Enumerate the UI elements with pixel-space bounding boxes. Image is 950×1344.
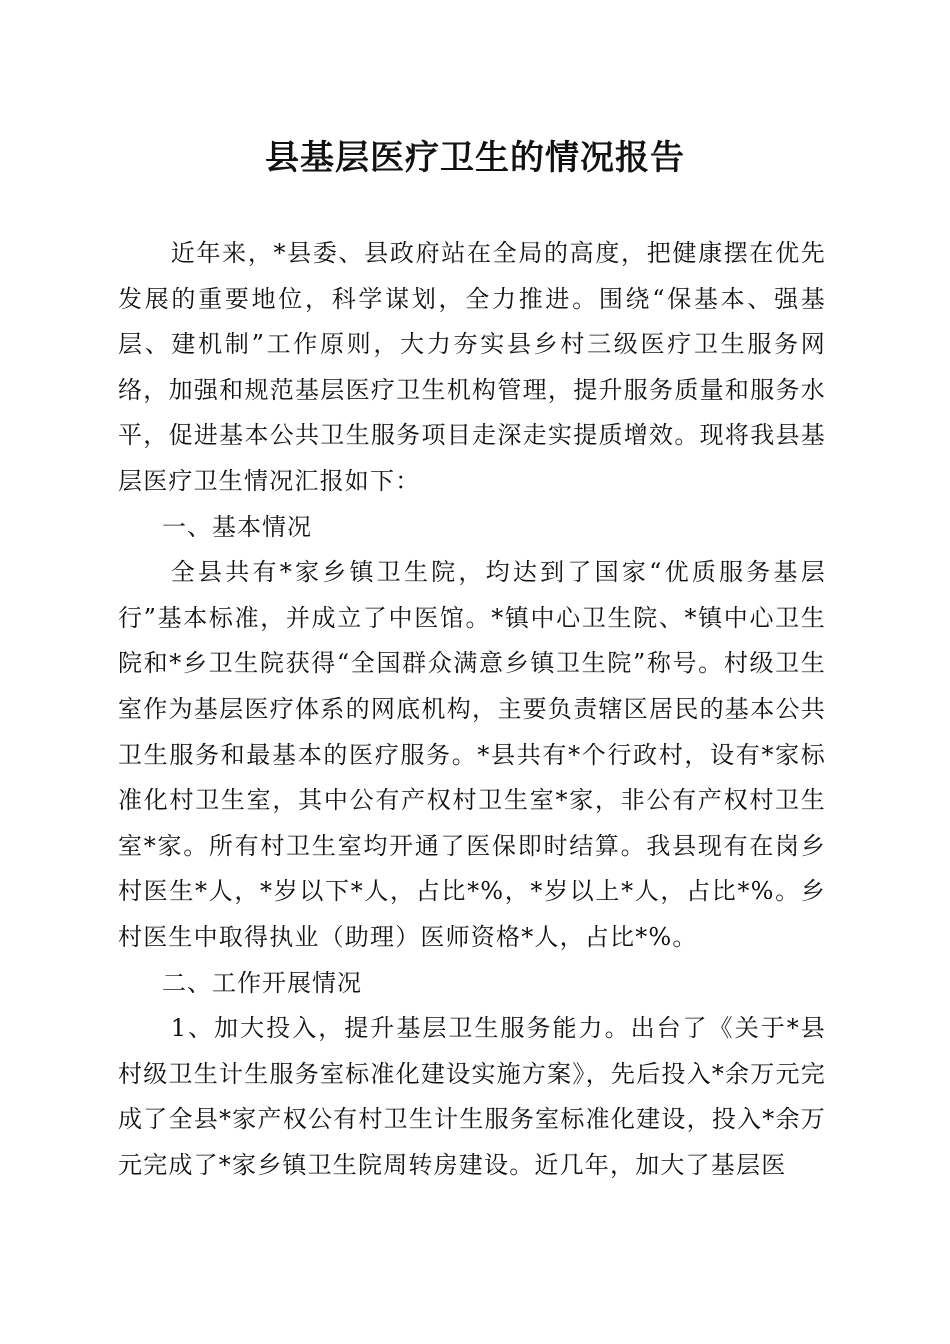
document-title: 县基层医疗卫生的情况报告: [265, 138, 685, 178]
basic-situation-paragraph: 全县共有*家乡镇卫生院，均达到了国家“优质服务基层行”基本标准，并成立了中医馆。*镇中心卫生院、*镇中心卫生院和*乡卫生院获得“全国群众满意乡镇卫生院”称号。村级卫生室作为基层医疗体系的网底机构，主要负责辖区居民的基本公共卫生服务和最基本的医疗服务。*县共有*个行政村，设有*家标准化村卫生室，其中公有产权村卫生室*家，非公有产权村卫生室*家。所有村卫生室均开通了医保即时结算。我县现有在岗乡村医生*人，*岁以下*人，占比*%，*岁以上*人，占比*%。乡村医生中取得执业（助理）医师资格*人，占比*%。: [118, 558, 826, 951]
intro-paragraph: 近年来，*县委、县政府站在全局的高度，把健康摆在优先发展的重要地位，科学谋划，全力推进。围绕“保基本、强基层、建机制”工作原则，大力夯实县乡村三级医疗卫生服务网络，加强和规范基层医疗卫生机构管理，提升服务质量和服务水平，促进基本公共卫生服务项目走深走实提质增效。现将我县基层医疗卫生情况汇报如下：: [118, 239, 826, 495]
document-body: [118, 231, 826, 1188]
work-progress-paragraph-1: 1、加大投入，提升基层卫生服务能力。出台了《关于*县村级卫生计生服务室标准化建设实施方案》，先后投入*余万元完成了全县*家产权公有村卫生计生服务室标准化建设，投入*余万元完成了*家乡镇卫生院周转房建设。近几年，加大了基层医: [118, 1014, 826, 1179]
section-heading-work-progress: 二、工作开展情况: [162, 968, 362, 997]
section-heading-basic-situation: 一、基本情况: [162, 512, 312, 541]
